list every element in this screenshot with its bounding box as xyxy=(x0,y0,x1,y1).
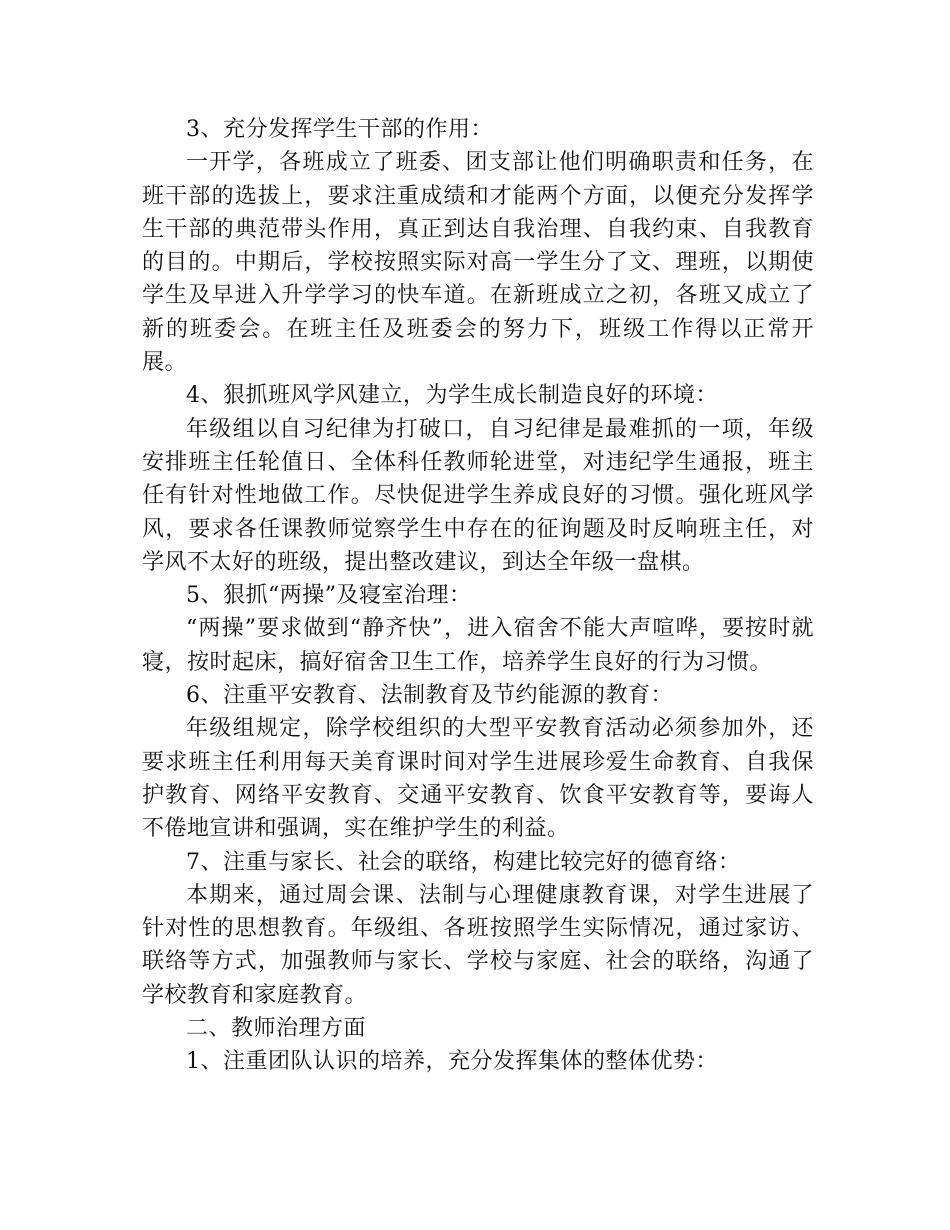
heading-exercises-dormitory: 5、狠抓“两操”及寝室治理： xyxy=(186,583,472,609)
heading-student-cadres: 3、充分发挥学生干部的作用： xyxy=(186,117,493,142)
paragraph-parent-contact: 本期来，通过周会课、法制与心理健康教育课，对学生进展了针对性的思想教育。年级组、各班按照学生实际情况，通过家访、联络等方式，加强教师与家长、学校与家庭、社会的联络，沟通了学校教育和家庭教育。 xyxy=(142,882,814,1008)
heading-safety-education: 6、注重平安教育、法制教育及节约能源的教育： xyxy=(186,683,673,709)
document-body xyxy=(142,113,814,1079)
heading-team-awareness: 1、注重团队认识的培养，充分发挥集体的整体优势： xyxy=(186,1049,718,1075)
heading-class-style: 4、狠抓班风学风建立，为学生成长制造良好的环境： xyxy=(186,383,718,409)
paragraph-student-cadres: 一开学，各班成立了班委、团支部让他们明确职责和任务，在班干部的选拔上，要求注重成绩和才能两个方面，以便充分发挥学生干部的典范带头作用，真正到达自我治理、自我约束、自我教育的目的。中期后，学校按照实际对高一学生分了文、理班，以期使学生及早进入升学学习的快车道。在新班成立之初，各班又成立了新的班委会。在班主任及班委会的努力下，班级工作得以正常开展。 xyxy=(142,150,814,376)
paragraph-class-style: 年级组以自习纪律为打破口，自习纪律是最难抓的一项，年级安排班主任轮值日、全体科任教师轮进堂，对违纪学生通报，班主任有针对性地做工作。尽快促进学生养成良好的习惯。强化班风学风，要求各任课教师觉察学生中存在的征询题及时反响班主任，对学风不太好的班级，提出整改建议，到达全年级一盘棋。 xyxy=(142,416,814,575)
heading-parent-contact: 7、注重与家长、社会的联络，构建比较完好的德育络： xyxy=(186,849,741,875)
section-heading-teacher-management: 二、教师治理方面 xyxy=(186,1016,367,1042)
paragraph-safety-education: 年级组规定，除学校组织的大型平安教育活动必须参加外，还要求班主任利用每天美育课时间对学生进展珍爱生命教育、自我保护教育、网络平安教育、交通平安教育、饮食平安教育等，要诲人不倦地宣讲和强调，实在维护学生的利益。 xyxy=(142,716,814,842)
paragraph-exercises-dormitory: “两操”要求做到“静齐快”，进入宿舍不能大声喧哗，要按时就寝，按时起床，搞好宿舍卫生工作，培养学生良好的行为习惯。 xyxy=(142,616,814,675)
